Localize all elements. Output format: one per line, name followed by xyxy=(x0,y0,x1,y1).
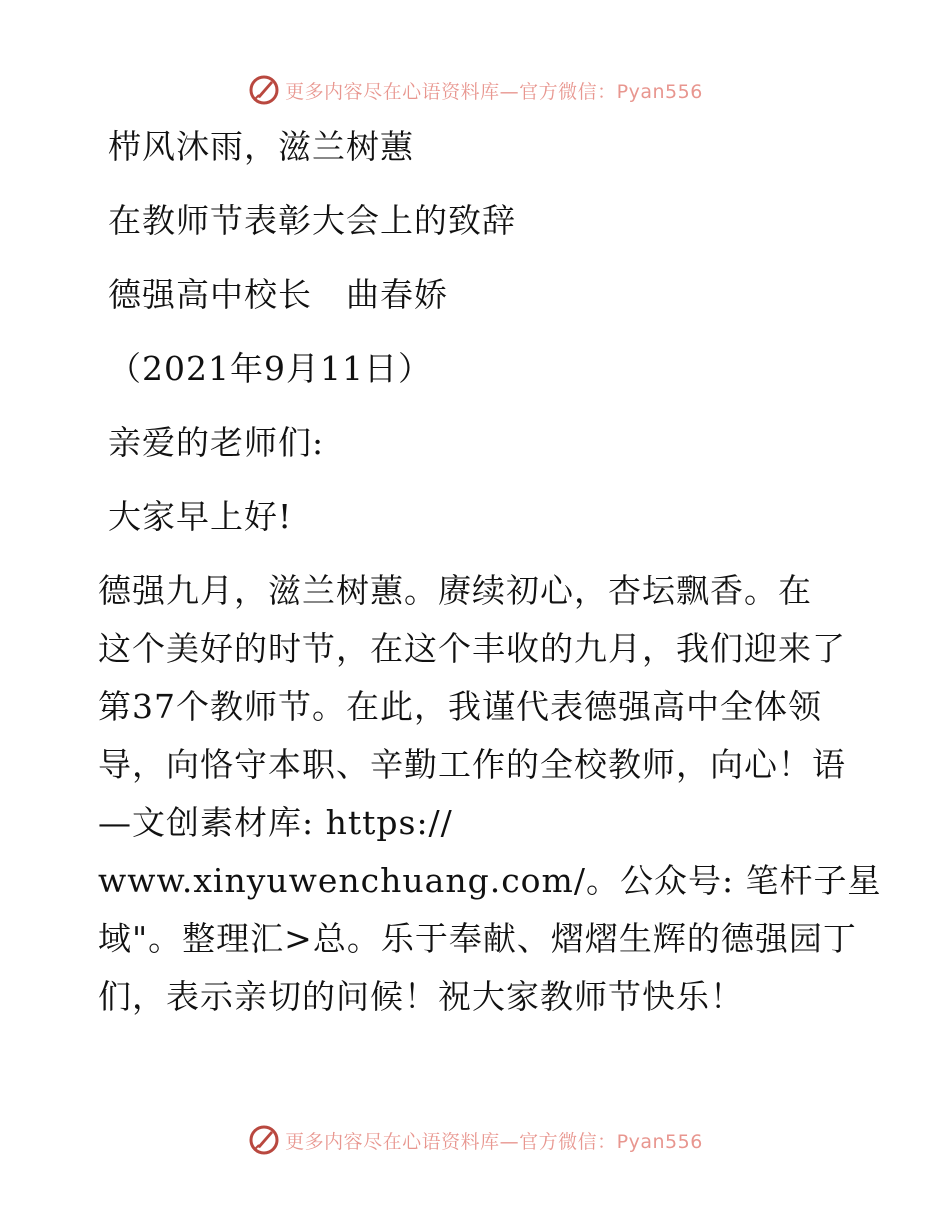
greeting: 大家早上好! xyxy=(108,497,293,536)
header-watermark xyxy=(0,70,950,110)
paragraph-line: 这个美好的时节，在这个丰收的九月，我们迎来了 xyxy=(98,629,846,668)
paragraph-line: 德强九月，滋兰树蕙。赓续初心，杏坛飘香。在 xyxy=(98,571,812,610)
document-date: （2021年9月11日） xyxy=(108,349,432,388)
paragraph-line: 们，表示亲切的问候！祝大家教师节快乐！ xyxy=(98,977,744,1016)
paragraph-line: —文创素材库: https:// xyxy=(98,803,453,842)
document-author: 德强高中校长 曲春娇 xyxy=(108,275,448,314)
paragraph-line: www.xinyuwenchuang.com/。公众号: 笔杆子星 xyxy=(98,861,882,900)
salutation: 亲爱的老师们: xyxy=(108,423,325,462)
quill-seal-icon xyxy=(247,73,281,107)
watermark-text: 更多内容尽在心语资料库—官方微信：Pyan556 xyxy=(285,1130,703,1153)
body-paragraph xyxy=(98,562,882,1026)
document-subtitle: 在教师节表彰大会上的致辞 xyxy=(108,201,516,240)
watermark-text: 更多内容尽在心语资料库—官方微信：Pyan556 xyxy=(285,80,703,103)
paragraph-line: 导，向恪守本职、辛勤工作的全校教师，向心！语 xyxy=(98,745,846,784)
footer-watermark xyxy=(0,1120,950,1160)
paragraph-line: 域"。整理汇>总。乐于奉献、熠熠生辉的德强园丁 xyxy=(98,919,857,958)
document-body xyxy=(98,118,882,1026)
document-title: 栉风沐雨，滋兰树蕙 xyxy=(108,127,414,166)
paragraph-line: 第37个教师节。在此，我谨代表德强高中全体领 xyxy=(98,687,822,726)
quill-seal-icon xyxy=(247,1123,281,1157)
